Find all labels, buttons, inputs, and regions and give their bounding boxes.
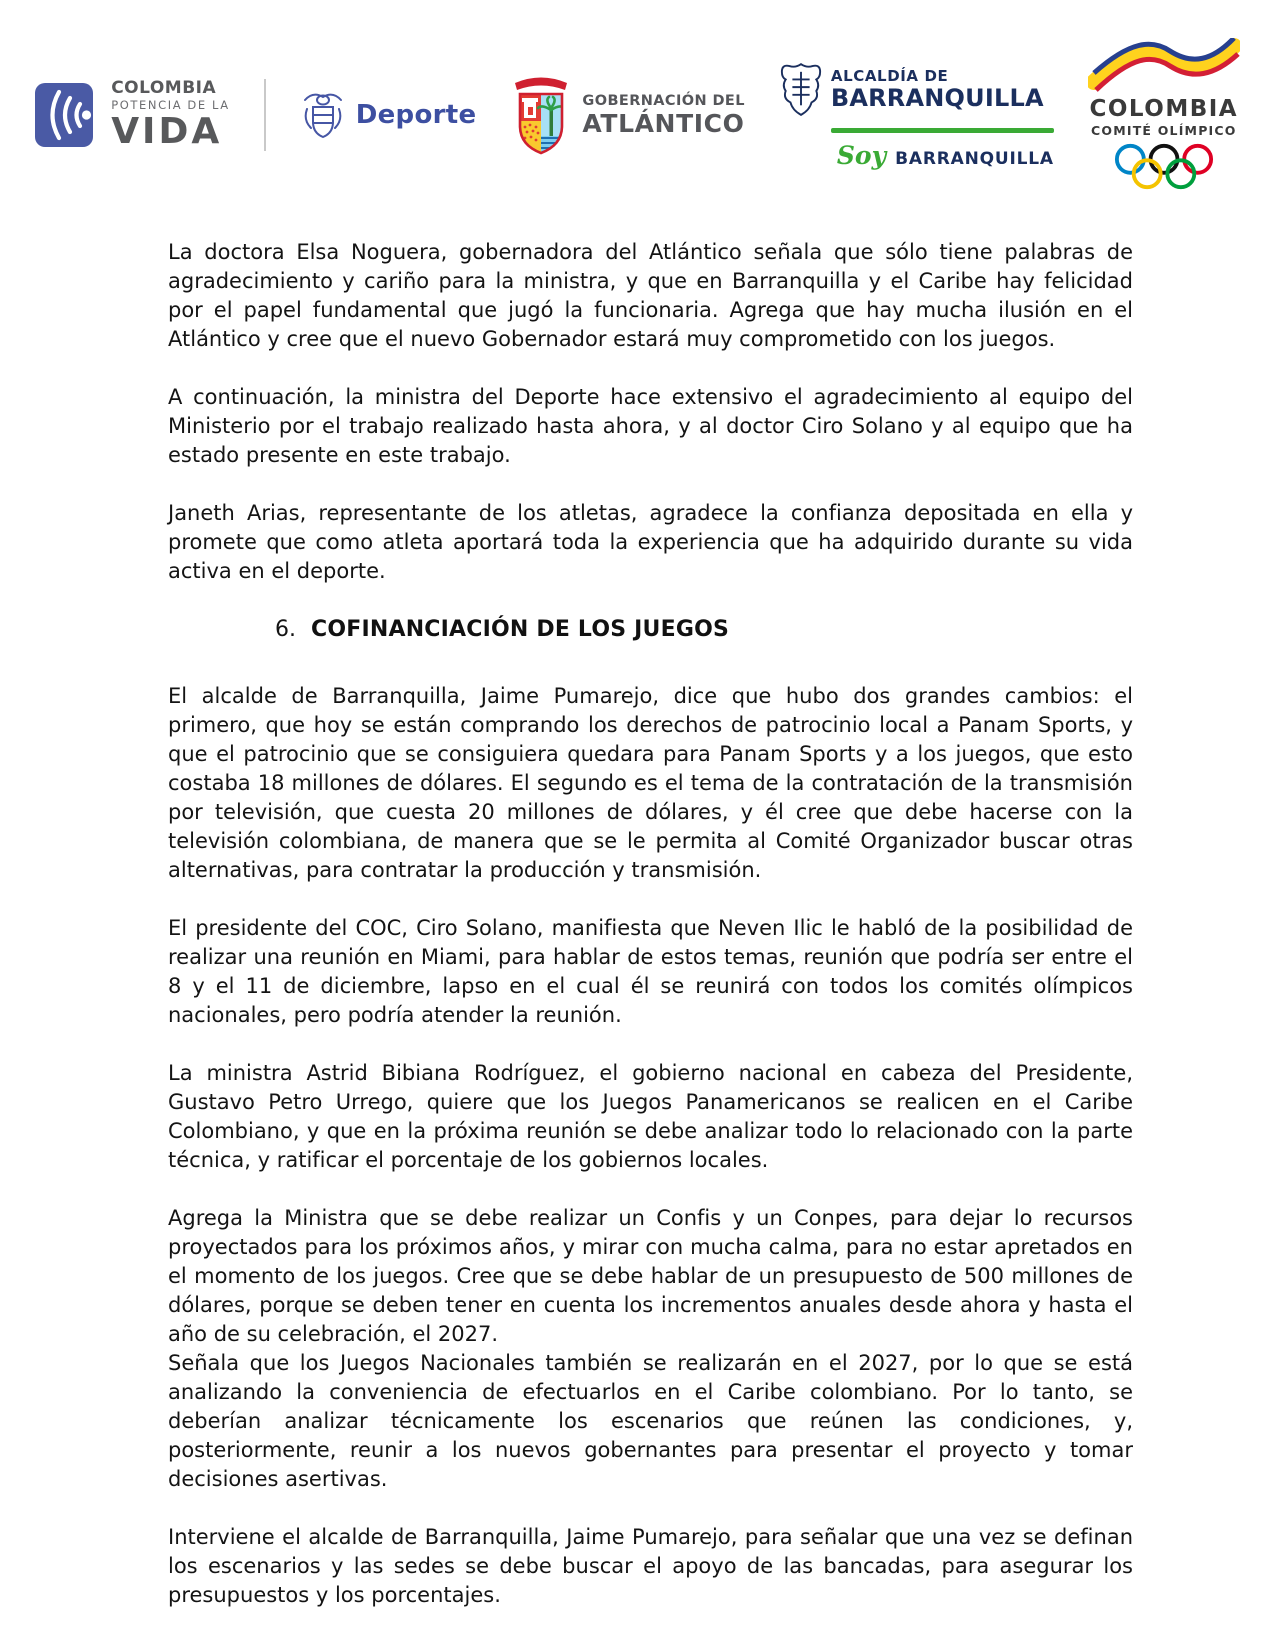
soy-script-text: Soy [836,140,887,170]
logo-divider [264,79,266,151]
section-number: 6. [275,617,296,642]
green-divider [831,128,1054,133]
soy-barranquilla-text: BARRANQUILLA [895,148,1054,169]
vida-line3: VIDA [111,110,223,152]
section-title: COFINANCIACIÓN DE LOS JUEGOS [311,617,730,642]
paragraph: Agrega la Ministra que se debe realizar un Confis y un Conpes, para dejar lo recursos proyectados para los próximos años, y mirar con mucha calma, para no estar apretados en el momento de los juegos. Cree que se debe hablar de un presupuesto de 500 millones de dólares, porque se deben tener en cuenta los incrementos anuales desde ahora y hasta el año de su celebración, el 2027. [168,1206,1133,1346]
vida-line1: COLOMBIA [111,78,217,99]
vida-line2: POTENCIA DE LA [111,98,230,113]
paragraph: Janeth Arias, representante de los atletas, agradece la confianza depositada en ella y promete que como atleta aportará toda la experiencia que ha adquirido durante su vida activa en el deporte. [168,501,1133,583]
paragraph: A continuación, la ministra del Deporte hace extensivo el agradecimiento al equipo del Ministerio por el trabajo realizado hasta ahora, y al doctor Ciro Solano y al equipo que ha estado presente en este trabajo. [168,385,1133,467]
logo-comite-olimpico [1088,38,1240,193]
barranquilla-line2: BARRANQUILLA [830,84,1044,112]
deporte-label: Deporte [355,100,477,130]
barranquilla-crest-icon [779,61,823,119]
vida-waves-icon [35,83,101,147]
logo-ministerio-deporte [300,87,477,143]
section-heading [168,615,1133,644]
paragraph: La ministra Astrid Bibiana Rodríguez, el gobierno nacional en cabeza del Presidente, Gustavo Petro Urrego, quiere que los Juegos Panamericanos se realicen en el Caribe Colombiano, y que en la próxima reunión se debe analizar todo lo relacionado con la parte técnica, y ratificar el porcentaje de los gobiernos locales. [168,1061,1133,1172]
barranquilla-line1: ALCALDÍA DE [830,67,949,85]
paragraph: La doctora Elsa Noguera, gobernadora del Atlántico señala que sólo tiene palabras de agradecimiento y cariño para la ministra, y que en Barranquilla y el Caribe hay felicidad por el papel fundamental que jugó la funcionaria. Agrega que hay mucha ilusión en el Atlántico y cree que el nuevo Gobernador estará muy comprometido con los juegos. [168,240,1133,351]
logo-bar [0,56,1275,174]
atlantico-line2: ATLÁNTICO [582,109,745,139]
paragraph: El alcalde de Barranquilla, Jaime Pumarejo, dice que hubo dos grandes cambios: el primero, que hoy se están comprando los derechos de patrocinio local a Panam Sports, y que el patrocinio que se consiguiera quedara para Panam Sports y a los juegos, que esto costaba 18 millones de dólares. El segundo es el tema de la contratación de la transmisión por televisión, que cuesta 20 millones de dólares, y él cree que debe hacerse con la televisión colombiana, de manera que se le permita al Comité Organizador buscar otras alternativas, para contratar la producción y transmisión. [168,684,1133,882]
paragraph: Interviene el alcalde de Barranquilla, Jaime Pumarejo, para señalar que una vez se definan los escenarios y las sedes se debe buscar el apoyo de las bancadas, para asegurar los presupuestos y los porcentajes. [168,1525,1133,1607]
colombia-ribbon-icon [1088,38,1240,94]
colombia-coat-of-arms-icon [300,87,346,143]
document-body [168,238,1133,1610]
paragraph: El presidente del COC, Ciro Solano, manifiesta que Neven Ilic le habló de la posibilidad de realizar una reunión en Miami, para hablar de estos temas, reunión que podría ser entre el 8 y el 11 de diciembre, lapso en el cual él se reunirá con todos los comités olímpicos nacionales, pero podría atender la reunión. [168,916,1133,1027]
logo-colombia-potencia-vida [35,80,230,150]
atlantico-shield-icon [510,70,572,160]
logo-alcaldia-barranquilla [779,61,1054,170]
olympic-rings-icon [1110,142,1218,192]
coc-line1: COLOMBIA [1089,95,1239,122]
atlantico-line1: GOBERNACIÓN DEL [582,92,745,109]
coc-line2: COMITÉ OLÍMPICO [1091,122,1237,138]
logo-gobernacion-atlantico [510,70,744,160]
paragraph: Señala que los Juegos Nacionales también se realizarán en el 2027, por lo que se está analizando la conveniencia de efectuarlos en el Caribe colombiano. Por lo tanto, se deberían analizar técnicamente los escenarios que reúnen las condiciones, y, posteriormente, reunir a los nuevos gobernantes para presentar el proyecto y tomar decisiones asertivas. [168,1351,1133,1491]
